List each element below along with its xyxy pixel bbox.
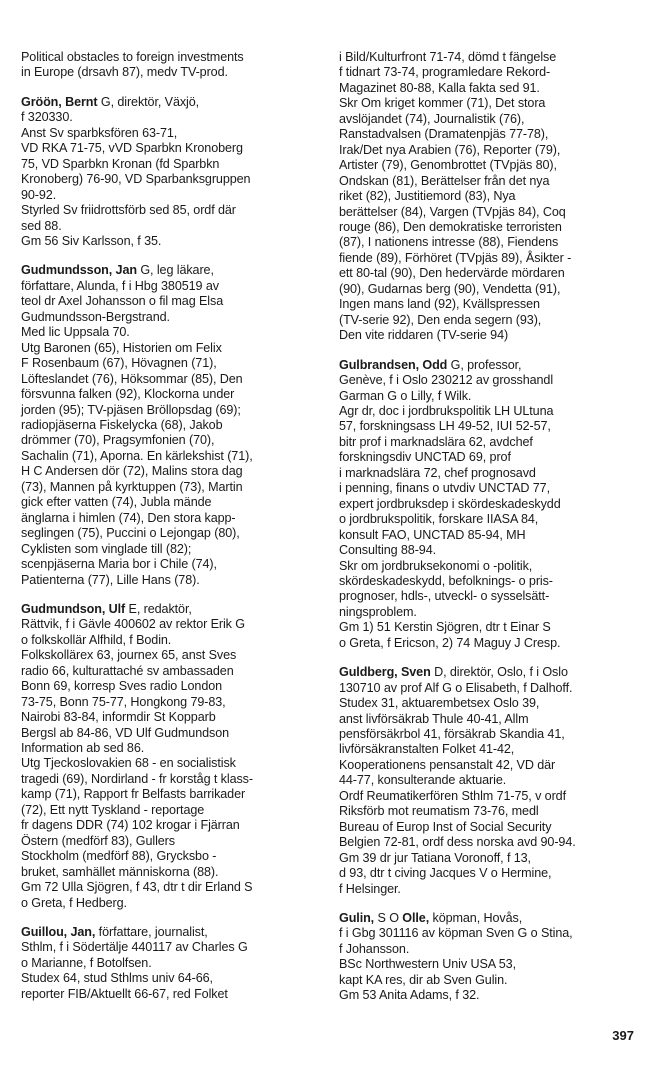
left-column xyxy=(21,50,321,1016)
entry-text: G, direktör, Växjö, xyxy=(97,94,200,109)
entry-text: (72), Ett nytt Tyskland - reportage xyxy=(21,802,205,817)
entry-line xyxy=(339,636,639,651)
entry-text: berättelser (84), Vargen (TVpjäs 84), Coq xyxy=(339,204,566,219)
entry-line xyxy=(21,542,321,557)
entry-text: ett 80-tal (90), Den hedervärde mördaren xyxy=(339,266,565,281)
entry-line xyxy=(21,741,321,756)
entry-line xyxy=(339,189,639,204)
entry-line xyxy=(339,205,639,220)
entry-text: f Johansson. xyxy=(339,941,410,956)
entry-line xyxy=(339,235,639,250)
entry-text: Bergsl ab 84-86, VD Ulf Gudmundson xyxy=(21,725,230,740)
entry-line xyxy=(21,679,321,694)
entry-line xyxy=(21,387,321,402)
entry-text: Ondskan (81), Berättelser från det nya xyxy=(339,173,550,188)
entry-text: scenpjäserna Maria bor i Chile (74), xyxy=(21,557,217,572)
entry-line xyxy=(21,880,321,895)
entry-text: fiende (89), Förhöret (TVpjäs 89), Åsikter - xyxy=(339,250,572,265)
entry-text: gick efter vatten (74), Jubla mände xyxy=(21,495,212,510)
entry-line xyxy=(21,956,321,971)
entry-line xyxy=(21,495,321,510)
entry-text: 57, forskningsass LH 49-52, IUI 52-57, xyxy=(339,419,551,434)
entry-line xyxy=(339,50,639,65)
entry-text: radiopjäserna Fiskelycka (68), Jakob xyxy=(21,417,223,432)
entry-line xyxy=(21,464,321,479)
entry-text: rouge (86), Den demokratiske terroristen xyxy=(339,219,562,234)
entry-text: Ranstadvalsen (Dramatenpjäs 77-78), xyxy=(339,127,549,142)
entry-line xyxy=(339,282,639,297)
entry-text: Bureau of Europ Inst of Social Security xyxy=(339,819,552,834)
entry-line xyxy=(339,574,639,589)
entry-line xyxy=(339,404,639,419)
entry-text: Den vite riddaren (TV-serie 94) xyxy=(339,328,509,343)
entry-text: f i Gbg 301116 av köpman Sven G o Stina, xyxy=(339,926,573,941)
entry-text: Gm 39 dr jur Tatiana Voronoff, f 13, xyxy=(339,850,531,865)
entry-line xyxy=(21,341,321,356)
entry-text: Nairobi 83-84, informdir St Kopparb xyxy=(21,710,216,725)
entry-line xyxy=(339,313,639,328)
entry-text: i Bild/Kulturfront 71-74, dömd t fängelse xyxy=(339,50,557,64)
entry-line xyxy=(21,403,321,418)
entry-line xyxy=(339,696,639,711)
entry-name: Olle, xyxy=(402,911,430,926)
entry-text: S O xyxy=(374,911,403,926)
entry-text: Artister (79), Genombrottet (TVpjäs 80), xyxy=(339,158,557,173)
entry-text: livförsäkranstalten Folket 41-42, xyxy=(339,742,515,757)
entry-text: försvunna falken (92), Klockorna under xyxy=(21,387,235,402)
entry-text: seglingen (75), Puccini o Lejongap (80), xyxy=(21,526,240,541)
entry-line xyxy=(21,234,321,249)
entry-line xyxy=(21,449,321,464)
entry-line xyxy=(21,172,321,187)
entry-line xyxy=(339,81,639,96)
entry-text: o Marianne, f Botolfsen. xyxy=(21,955,152,970)
entry-line xyxy=(339,712,639,727)
entry-text: anst livförsäkrab Thule 40-41, Allm xyxy=(339,711,529,726)
entry-line xyxy=(339,758,639,773)
biography-entry xyxy=(21,50,321,81)
entry-line xyxy=(339,727,639,742)
entry-text: konsult FAO, UNCTAD 85-94, MH xyxy=(339,527,526,542)
entry-text: BSc Northwestern Univ USA 53, xyxy=(339,957,516,972)
biography-entry xyxy=(21,95,321,250)
entry-text: riket (82), Justitiemord (83), Nya xyxy=(339,189,516,204)
entry-text: änglarna i himlen (74), Den stora kapp- xyxy=(21,510,236,525)
entry-text: Riksförb mot reumatism 73-76, medl xyxy=(339,804,539,819)
entry-line xyxy=(339,466,639,481)
entry-text: Sachalin (71), Aporna. En kärlekshist (71), xyxy=(21,448,253,463)
entry-text: bruket, samhället människorna (88). xyxy=(21,864,219,879)
entry-line xyxy=(339,297,639,312)
entry-line xyxy=(21,325,321,340)
entry-line xyxy=(21,157,321,172)
entry-text: Belgien 72-81, ordf dess norska avd 90-94. xyxy=(339,835,576,850)
entry-line xyxy=(21,480,321,495)
entry-text: Consulting 88-94. xyxy=(339,543,437,558)
entry-line xyxy=(339,973,639,988)
entry-line xyxy=(21,356,321,371)
entry-name: Gudmundson, Ulf xyxy=(21,601,126,616)
entry-text: Folkskollärex 63, journex 65, anst Sves xyxy=(21,648,237,663)
entry-line xyxy=(339,419,639,434)
entry-line xyxy=(339,988,639,1003)
entry-line xyxy=(339,174,639,189)
entry-text: Bonn 69, korresp Sves radio London xyxy=(21,679,223,694)
entry-text: radio 66, kulturattaché sv ambassaden xyxy=(21,663,234,678)
entry-line xyxy=(21,726,321,741)
entry-text: o jordbrukspolitik, forskare IIASA 84, xyxy=(339,512,539,527)
biography-entry xyxy=(21,925,321,1002)
entry-text: (73), Mannen på kyrktuppen (73), Martin xyxy=(21,479,243,494)
entry-text: Agr dr, doc i jordbrukspolitik LH ULtuna xyxy=(339,403,554,418)
entry-line xyxy=(339,127,639,142)
entry-line xyxy=(339,820,639,835)
entry-line xyxy=(21,573,321,588)
entry-line xyxy=(339,328,639,343)
entry-text: prognoser, hdls-, utveckl- o sysselsätt- xyxy=(339,589,550,604)
entry-line xyxy=(339,112,639,127)
entry-text: H C Andersen dör (72), Malins stora dag xyxy=(21,464,243,479)
entry-text: Östern (medförf 83), Gullers xyxy=(21,833,175,848)
entry-line xyxy=(21,648,321,663)
entry-text: f tidnart 73-74, programledare Rekord- xyxy=(339,65,551,80)
entry-line xyxy=(21,418,321,433)
entry-line xyxy=(21,849,321,864)
entry-line xyxy=(21,602,321,617)
entry-text: tragedi (69), Nordirland - fr korståg t klass- xyxy=(21,771,253,786)
entry-text: E, redaktör, xyxy=(125,601,192,616)
entry-text: 75, VD Sparbkn Kronan (fd Sparbkn xyxy=(21,156,220,171)
biography-entry xyxy=(339,911,639,1004)
entry-text: 44-77, konsulterande aktuarie. xyxy=(339,773,507,788)
entry-text: Ingen mans land (92), Kvällspressen xyxy=(339,297,540,312)
entry-text: F Rosenbaum (67), Hövagnen (71), xyxy=(21,356,217,371)
biography-entry xyxy=(21,263,321,588)
entry-text: Kronoberg) 76-90, VD Sparbanksgruppen xyxy=(21,172,251,187)
entry-name: Guillou, Jan, xyxy=(21,925,96,940)
entry-line xyxy=(21,203,321,218)
entry-line xyxy=(21,787,321,802)
entry-line xyxy=(21,865,321,880)
entry-text: fr dagens DDR (74) 102 krogar i Fjärran xyxy=(21,818,240,833)
entry-line xyxy=(21,818,321,833)
entry-text: G, professor, xyxy=(447,357,522,372)
entry-text: f 320330. xyxy=(21,110,73,125)
entry-text: Garman G o Lilly, f Wilk. xyxy=(339,388,472,403)
entry-text: 130710 av prof Alf G o Elisabeth, f Dalhoff. xyxy=(339,680,573,695)
entry-line xyxy=(339,497,639,512)
entry-line xyxy=(339,528,639,543)
entry-text: bitr prof i marknadslära 62, avdchef xyxy=(339,434,533,449)
entry-line xyxy=(21,664,321,679)
entry-text: Political obstacles to foreign investments xyxy=(21,50,244,64)
entry-line xyxy=(339,559,639,574)
entry-line xyxy=(339,882,639,897)
entry-text: Kooperationens pensanstalt 42, VD där xyxy=(339,757,556,772)
entry-line xyxy=(21,511,321,526)
entry-line xyxy=(339,926,639,941)
entry-text: VD RKA 71-75, vVD Sparbkn Kronoberg xyxy=(21,141,243,156)
entry-text: Skr om jordbruksekonomi o -politik, xyxy=(339,558,533,573)
entry-text: i penning, finans o utvdiv UNCTAD 77, xyxy=(339,481,550,496)
entry-text: in Europe (drsavh 87), medv TV-prod. xyxy=(21,65,228,80)
biography-entry xyxy=(339,358,639,652)
entry-text: Stockholm (medförf 88), Grycksbo - xyxy=(21,849,217,864)
entry-line xyxy=(21,310,321,325)
entry-line xyxy=(339,143,639,158)
entry-text: teol dr Axel Johansson o fil mag Elsa xyxy=(21,294,224,309)
entry-text: (TV-serie 92), Den enda segern (93), xyxy=(339,312,542,327)
entry-line xyxy=(21,279,321,294)
entry-line xyxy=(21,65,321,80)
entry-text: ningsproblem. xyxy=(339,604,417,619)
entry-text: Skr Om kriget kommer (71), Det stora xyxy=(339,96,546,111)
entry-line xyxy=(339,866,639,881)
entry-text: Studex 31, aktuarembetsex Oslo 39, xyxy=(339,696,540,711)
entry-line xyxy=(339,804,639,819)
entry-line xyxy=(21,756,321,771)
entry-text: Cyklisten som vinglade till (82); xyxy=(21,541,192,556)
entry-text: Styrled Sv friidrottsförb sed 85, ordf där xyxy=(21,203,236,218)
entry-text: reporter FIB/Aktuellt 66-67, red Folket xyxy=(21,986,228,1001)
entry-line xyxy=(339,620,639,635)
entry-line xyxy=(339,389,639,404)
entry-line xyxy=(339,373,639,388)
entry-line xyxy=(21,294,321,309)
entry-text: kapt KA res, dir ab Sven Gulin. xyxy=(339,972,508,987)
entry-name: Guldberg, Sven xyxy=(339,665,431,680)
entry-line xyxy=(339,942,639,957)
entry-text: Studex 64, stud Sthlms univ 64-66, xyxy=(21,971,213,986)
entry-line xyxy=(21,557,321,572)
entry-text: Magazinet 80-88, Kalla fakta sed 91. xyxy=(339,80,540,95)
entry-line xyxy=(21,126,321,141)
entry-text: o Greta, f Hedberg. xyxy=(21,895,127,910)
entry-line xyxy=(339,435,639,450)
entry-line xyxy=(21,834,321,849)
entry-text: Ordf Reumatikerfören Sthlm 71-75, v ordf xyxy=(339,788,566,803)
entry-text: f Helsinger. xyxy=(339,881,401,896)
biography-entry xyxy=(21,602,321,911)
entry-text: sed 88. xyxy=(21,218,62,233)
entry-line xyxy=(339,512,639,527)
entry-line xyxy=(21,110,321,125)
entry-text: Utg Tjeckoslovakien 68 - en socialistisk xyxy=(21,756,236,771)
entry-line xyxy=(21,772,321,787)
entry-line xyxy=(339,450,639,465)
entry-line xyxy=(21,188,321,203)
entry-text: 90-92. xyxy=(21,187,57,202)
entry-line xyxy=(21,263,321,278)
entry-text: Irak/Det nya Arabien (76), Reporter (79), xyxy=(339,142,561,157)
right-column xyxy=(339,50,639,1018)
entry-line xyxy=(339,96,639,111)
entry-text: skördeskadeskydd, befolknings- o pris- xyxy=(339,573,553,588)
page-number: 397 xyxy=(612,1028,634,1043)
entry-line xyxy=(21,695,321,710)
entry-text: Utg Baronen (65), Historien om Felix xyxy=(21,340,222,355)
entry-line xyxy=(21,633,321,648)
entry-line xyxy=(339,251,639,266)
entry-line xyxy=(339,481,639,496)
entry-text: Löfteslandet (76), Höksommar (85), Den xyxy=(21,371,243,386)
entry-line xyxy=(339,681,639,696)
entry-text: i marknadslära 72, chef prognosavd xyxy=(339,465,536,480)
entry-text: köpman, Hovås, xyxy=(429,911,523,926)
entry-line xyxy=(21,803,321,818)
biography-entry xyxy=(339,665,639,897)
entry-line xyxy=(339,773,639,788)
entry-text: Gm 53 Anita Adams, f 32. xyxy=(339,988,480,1003)
entry-text: D, direktör, Oslo, f i Oslo xyxy=(430,665,568,680)
entry-text: o folkskollär Alfhild, f Bodin. xyxy=(21,632,172,647)
entry-text: Genève, f i Oslo 230212 av grosshandl xyxy=(339,373,554,388)
entry-text: G, leg läkare, xyxy=(136,263,214,278)
entry-text: (90), Gudarnas berg (90), Vendetta (91), xyxy=(339,281,561,296)
entry-line xyxy=(21,219,321,234)
entry-line xyxy=(339,543,639,558)
biography-entry xyxy=(339,50,639,344)
entry-line xyxy=(339,789,639,804)
entry-line xyxy=(339,65,639,80)
entry-line xyxy=(21,896,321,911)
entry-text: kamp (71), Rapport fr Belfasts barrikader xyxy=(21,787,246,802)
entry-line xyxy=(21,526,321,541)
entry-line xyxy=(21,925,321,940)
entry-line xyxy=(339,358,639,373)
entry-line xyxy=(339,266,639,281)
entry-text: d 93, dtr t civing Jacques V o Hermine, xyxy=(339,866,552,881)
entry-line xyxy=(21,433,321,448)
entry-text: Rättvik, f i Gävle 400602 av rektor Erik G xyxy=(21,617,245,632)
entry-text: Information ab sed 86. xyxy=(21,741,145,756)
entry-line xyxy=(339,605,639,620)
entry-text: Sthlm, f i Södertälje 440117 av Charles G xyxy=(21,940,248,955)
entry-line xyxy=(21,987,321,1002)
entry-line xyxy=(21,940,321,955)
entry-line xyxy=(339,851,639,866)
entry-text: 73-75, Bonn 75-77, Hongkong 79-83, xyxy=(21,694,226,709)
entry-text: Patienterna (77), Lille Hans (78). xyxy=(21,572,200,587)
entry-line xyxy=(21,141,321,156)
entry-text: expert jordbruksdep i skördeskadeskydd xyxy=(339,496,561,511)
entry-line xyxy=(339,957,639,972)
entry-line xyxy=(21,971,321,986)
entry-text: Gm 72 Ulla Sjögren, f 43, dtr t dir Erland S xyxy=(21,880,253,895)
entry-line xyxy=(21,95,321,110)
entry-text: författare, journalist, xyxy=(95,925,208,940)
entry-text: pensförsäkrbol 41, försäkrab Skandia 41, xyxy=(339,727,565,742)
entry-name: Gulin, xyxy=(339,911,375,926)
entry-name: Gudmundsson, Jan xyxy=(21,263,137,278)
entry-text: författare, Alunda, f i Hbg 380519 av xyxy=(21,278,219,293)
entry-line xyxy=(339,742,639,757)
entry-name: Gröön, Bernt xyxy=(21,94,98,109)
entry-text: forskningsdiv UNCTAD 69, prof xyxy=(339,450,511,465)
entry-text: Gm 56 Siv Karlsson, f 35. xyxy=(21,233,162,248)
entry-line xyxy=(339,220,639,235)
entry-line xyxy=(339,665,639,680)
entry-line xyxy=(339,835,639,850)
entry-text: drömmer (70), Pragsymfonien (70), xyxy=(21,433,215,448)
entry-line xyxy=(339,158,639,173)
entry-line xyxy=(339,911,639,926)
entry-text: Gm 1) 51 Kerstin Sjögren, dtr t Einar S xyxy=(339,620,551,635)
entry-text: avslöjandet (74), Journalistik (76), xyxy=(339,111,525,126)
entry-line xyxy=(21,50,321,65)
entry-line xyxy=(21,372,321,387)
entry-line xyxy=(21,617,321,632)
entry-text: Med lic Uppsala 70. xyxy=(21,325,130,340)
entry-text: Anst Sv sparbksfören 63-71, xyxy=(21,125,178,140)
entry-text: jorden (95); TV-pjäsen Bröllopsdag (69); xyxy=(21,402,241,417)
entry-line xyxy=(21,710,321,725)
entry-name: Gulbrandsen, Odd xyxy=(339,357,448,372)
entry-text: o Greta, f Ericson, 2) 74 Maguy J Cresp. xyxy=(339,635,561,650)
entry-line xyxy=(339,589,639,604)
entry-text: (87), I nationens intresse (88), Fiendens xyxy=(339,235,559,250)
entry-text: Gudmundsson-Bergstrand. xyxy=(21,309,170,324)
